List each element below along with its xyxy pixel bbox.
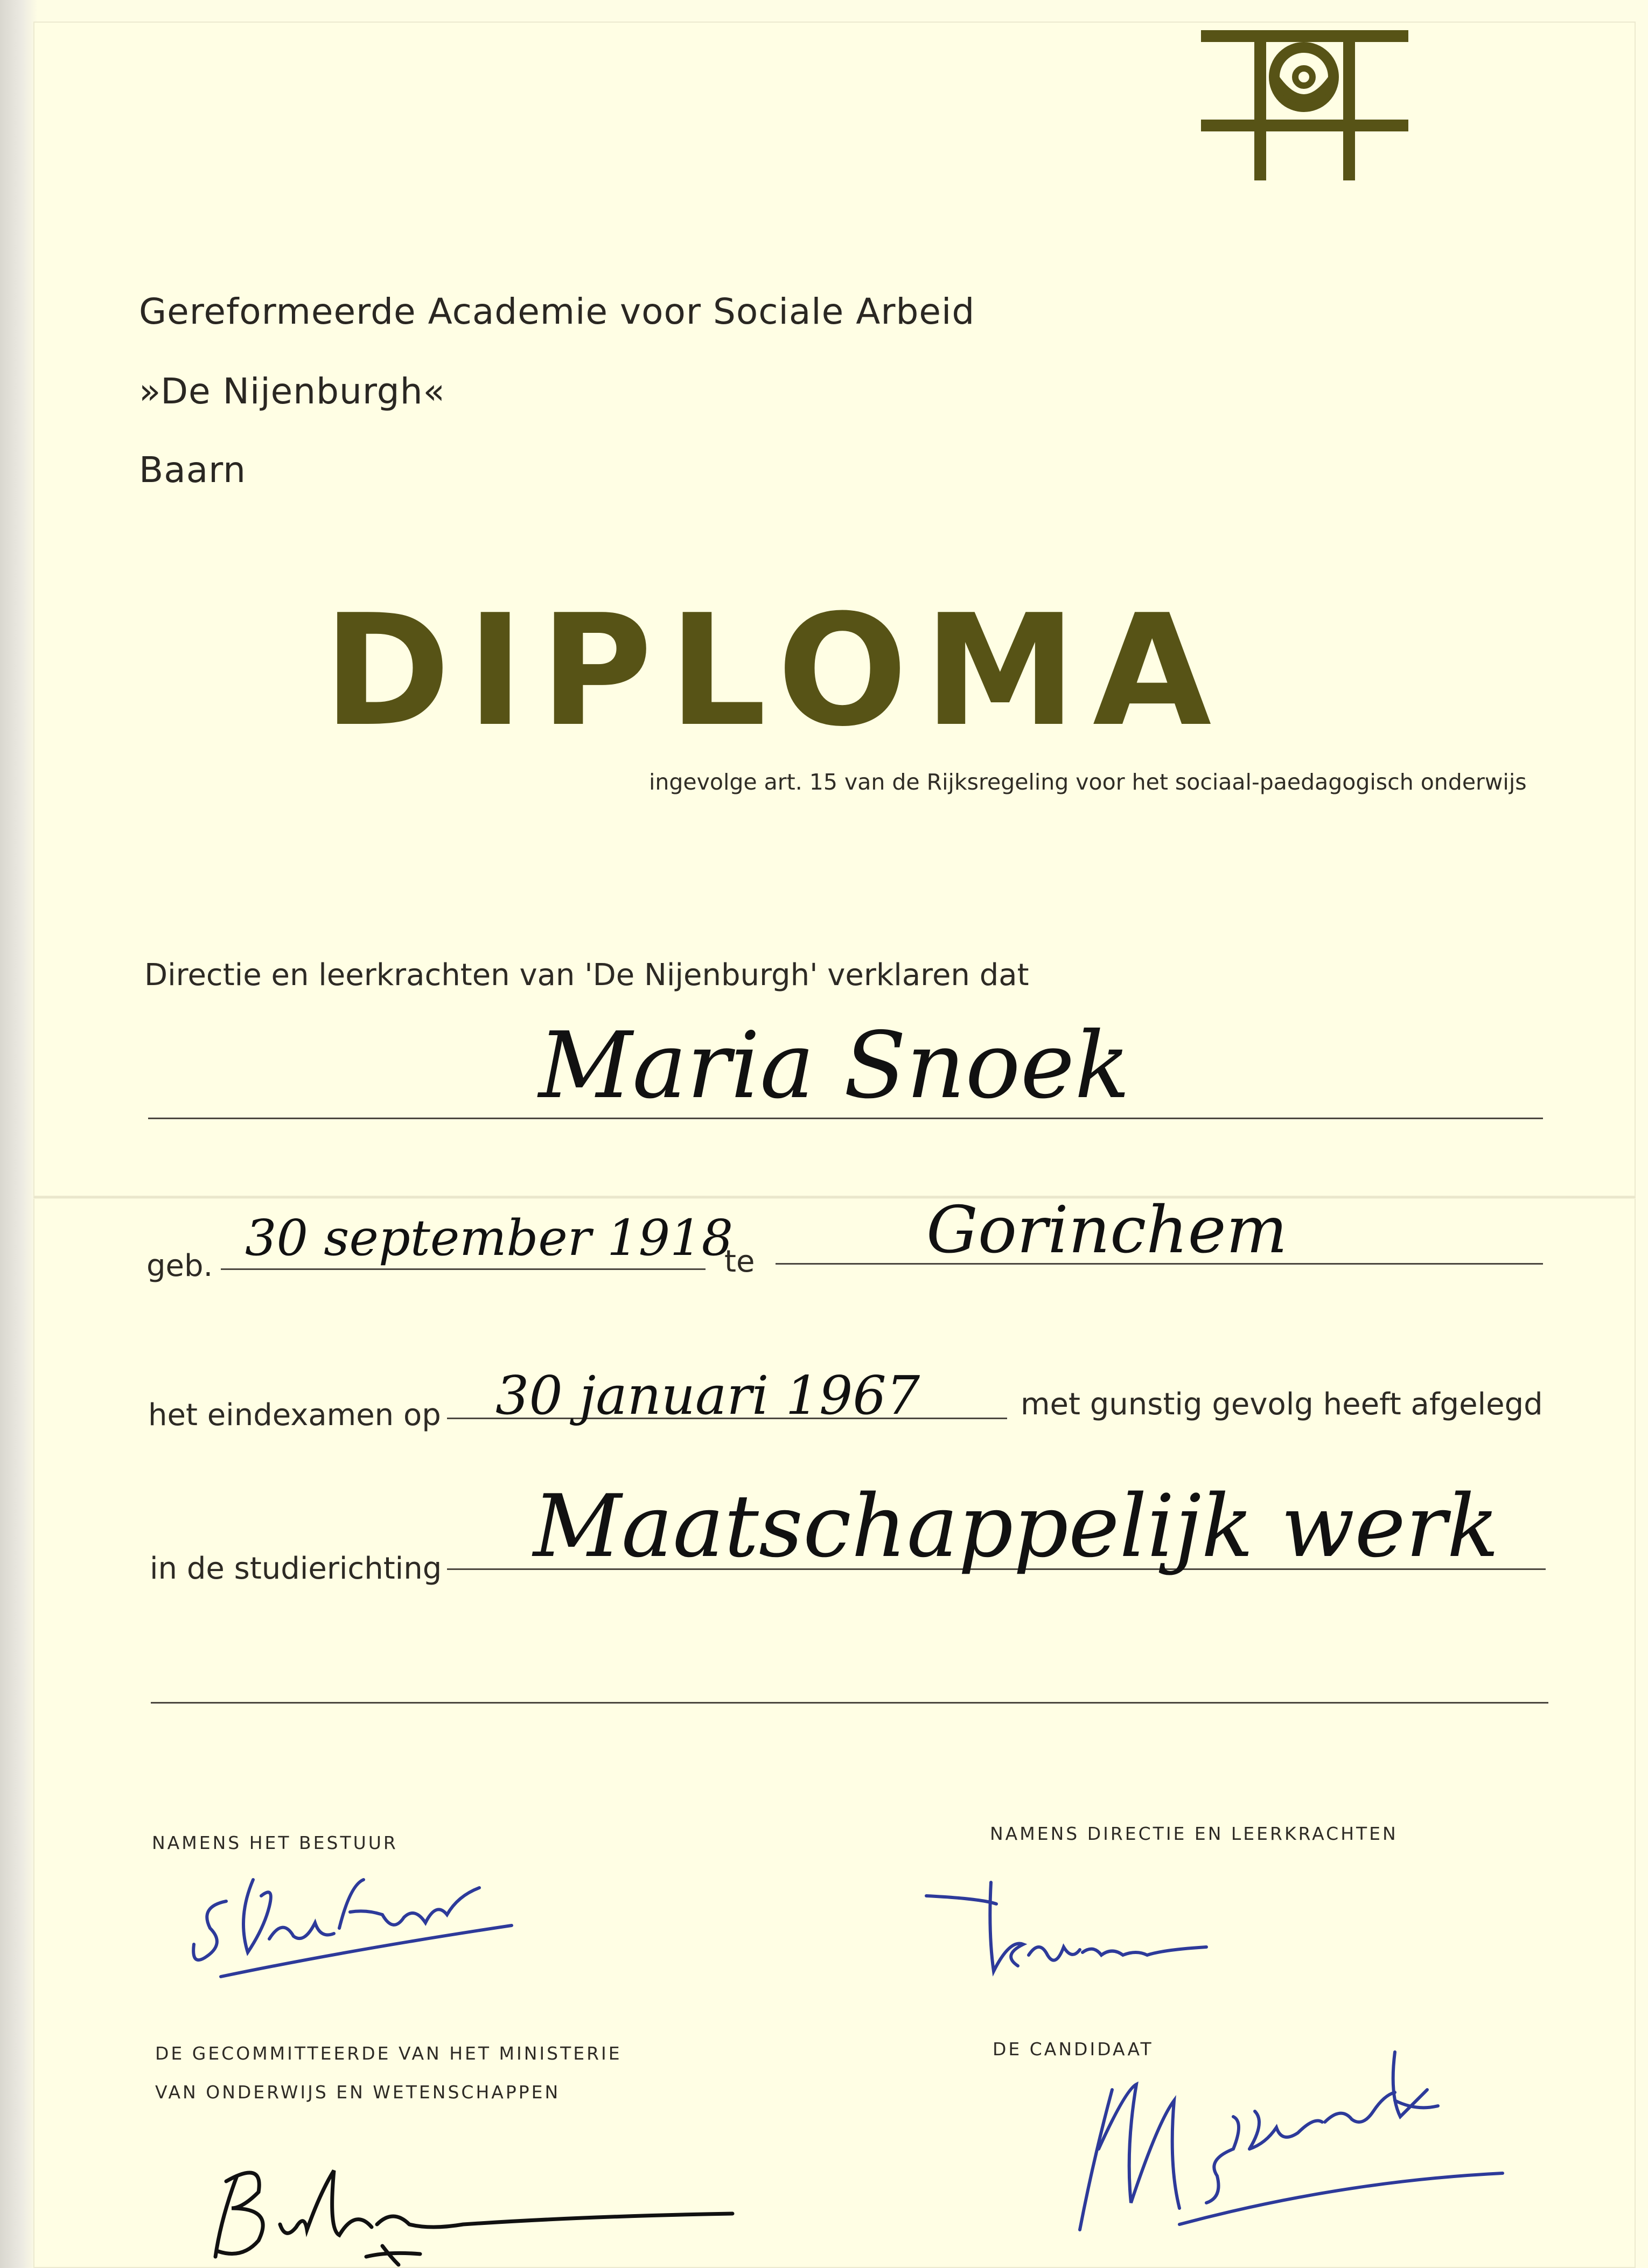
exam-result-text: met gunstig gevolg heeft afgelegd xyxy=(1021,1387,1543,1422)
diploma-subtitle: ingevolge art. 15 van de Rijksregeling voor het sociaal-paedagogisch onderwijs xyxy=(649,769,1527,795)
ministry-label-line1: DE GECOMMITTEERDE VAN HET MINISTERIE xyxy=(155,2043,622,2064)
paper-fold xyxy=(33,1196,1636,1199)
study-label: in de studierichting xyxy=(150,1551,442,1586)
study-field: Maatschappelijk werk xyxy=(533,1476,1499,1576)
birth-label: geb. xyxy=(146,1248,213,1283)
birth-place-label: te xyxy=(724,1244,755,1279)
institution-city: Baarn xyxy=(139,449,246,491)
birth-date-line xyxy=(221,1268,706,1270)
ministry-label-line2: VAN ONDERWIJS EN WETENSCHAPPEN xyxy=(155,2082,561,2103)
faculty-label: NAMENS DIRECTIE EN LEERKRACHTEN xyxy=(990,1823,1398,1844)
birth-place: Gorinchem xyxy=(926,1193,1288,1268)
ministry-signature xyxy=(205,2149,754,2268)
candidate-signature xyxy=(1072,2041,1513,2241)
academy-emblem-logo xyxy=(1198,30,1414,186)
institution-house: »De Nijenburgh« xyxy=(139,371,445,412)
institution-name: Gereformeerde Academie voor Sociale Arbeid xyxy=(139,291,975,332)
candidate-label: DE CANDIDAAT xyxy=(993,2039,1154,2060)
board-label: NAMENS HET BESTUUR xyxy=(152,1832,398,1853)
blank-line xyxy=(151,1702,1548,1704)
exam-date: 30 januari 1967 xyxy=(495,1365,920,1427)
birth-date: 30 september 1918 xyxy=(245,1209,734,1267)
candidate-name: Maria Snoek xyxy=(539,1013,1130,1119)
diploma-title: DIPLOMA xyxy=(323,582,1228,760)
declaration-text: Directie en leerkrachten van 'De Nijenburgh' verklaren dat xyxy=(144,958,1029,993)
exam-label: het eindexamen op xyxy=(148,1398,441,1433)
faculty-signature xyxy=(916,1874,1217,1982)
board-signature xyxy=(188,1864,522,2004)
